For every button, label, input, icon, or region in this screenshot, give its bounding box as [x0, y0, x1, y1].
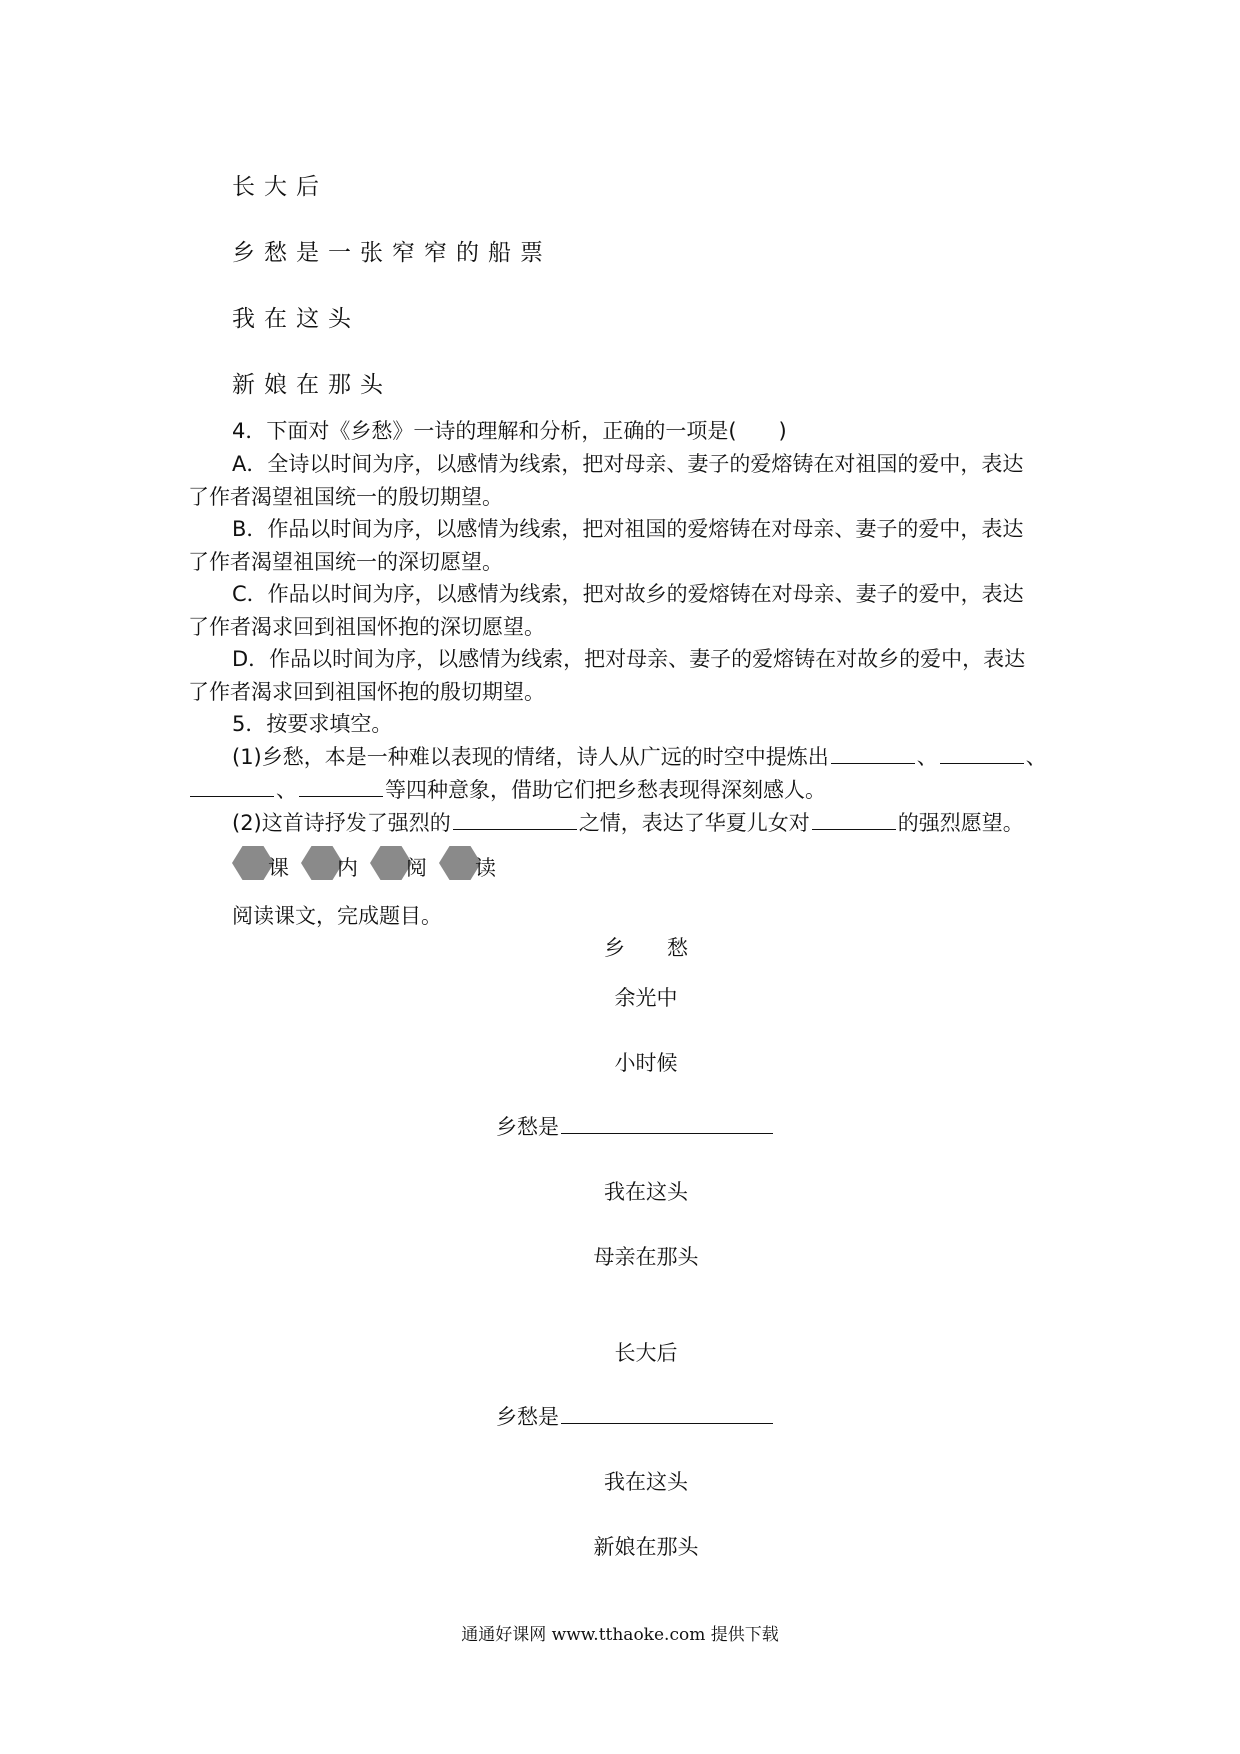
sub1-text-end: 等四种意象，借助它们把乡愁表现得深刻感人。 [385, 778, 826, 802]
banner-char: 读 [475, 856, 496, 880]
line-prefix: 乡愁是 [496, 1115, 559, 1139]
line-prefix: 乡愁是 [496, 1405, 559, 1429]
separator: 、 [1025, 745, 1047, 769]
reading-instruction: 阅读课文，完成题目。 [232, 904, 442, 928]
option-d-line2: 了作者渴求回到祖国怀抱的殷切期望。 [188, 680, 545, 704]
stanza1-fill-line [496, 1111, 775, 1141]
question-5-stem: 5．按要求填空。 [232, 712, 393, 736]
sub1-text: (1)乡愁，本是一种难以表现的情绪，诗人从广远的时空中提炼出 [232, 745, 829, 769]
banner-char: 内 [337, 856, 358, 880]
question-5-sub1-cont [188, 774, 826, 807]
option-b-line1: B．作品以时间为序，以感情为线索，把对祖国的爱熔铸在对母亲、妻子的爱中，表达 [232, 517, 1024, 541]
page-footer: 通通好课网 www.tthaoke.com 提供下载 [461, 1625, 779, 1645]
banner-char: 阅 [406, 856, 427, 880]
answer-blank[interactable] [561, 1132, 773, 1134]
separator: 、 [276, 778, 297, 802]
question-5-sub2 [232, 807, 1024, 840]
sub2-text: 的强烈愿望。 [897, 811, 1024, 835]
answer-blank[interactable] [831, 762, 915, 764]
option-d-line1: D．作品以时间为序，以感情为线索，把对母亲、妻子的爱熔铸在对故乡的爱中，表达 [232, 647, 1026, 671]
stanza2-time: 长大后 [614, 1341, 678, 1365]
stanza2-fill-line [496, 1401, 775, 1431]
sub2-text: 之情，表达了华夏儿女对 [578, 811, 810, 835]
poem-author: 余光中 [614, 986, 678, 1010]
poem-line: 新娘在那头 [232, 372, 392, 398]
answer-blank[interactable] [299, 795, 383, 797]
stanza1-here: 我在这头 [604, 1180, 688, 1204]
question-4-stem: 4．下面对《乡愁》一诗的理解和分析，正确的一项是( ) [232, 419, 787, 443]
section-banner [228, 846, 504, 880]
option-a-line1: A．全诗以时间为序，以感情为线索，把对母亲、妻子的爱熔铸在对祖国的爱中，表达 [232, 452, 1024, 476]
answer-blank[interactable] [190, 795, 274, 797]
poem-line: 长大后 [232, 174, 328, 200]
answer-blank[interactable] [561, 1422, 773, 1424]
sub2-text: (2)这首诗抒发了强烈的 [232, 811, 451, 835]
answer-blank[interactable] [453, 828, 577, 830]
question-5-sub1 [232, 741, 1047, 774]
banner-char: 课 [268, 856, 289, 880]
option-b-line2: 了作者渴望祖国统一的深切愿望。 [188, 550, 503, 574]
option-c-line1: C．作品以时间为序，以感情为线索，把对故乡的爱熔铸在对母亲、妻子的爱中，表达 [232, 582, 1024, 606]
stanza1-there: 母亲在那头 [593, 1245, 699, 1269]
answer-blank[interactable] [940, 762, 1024, 764]
poem-line: 乡愁是一张窄窄的船票 [232, 240, 552, 266]
stanza1-time: 小时候 [614, 1051, 678, 1075]
separator: 、 [916, 745, 938, 769]
poem-title: 乡 愁 [604, 936, 688, 960]
poem-line: 我在这头 [232, 306, 360, 332]
option-c-line2: 了作者渴求回到祖国怀抱的深切愿望。 [188, 615, 545, 639]
stanza2-here: 我在这头 [604, 1470, 688, 1494]
stanza2-there: 新娘在那头 [593, 1535, 699, 1559]
option-a-line2: 了作者渴望祖国统一的殷切期望。 [188, 485, 503, 509]
answer-blank[interactable] [812, 828, 896, 830]
